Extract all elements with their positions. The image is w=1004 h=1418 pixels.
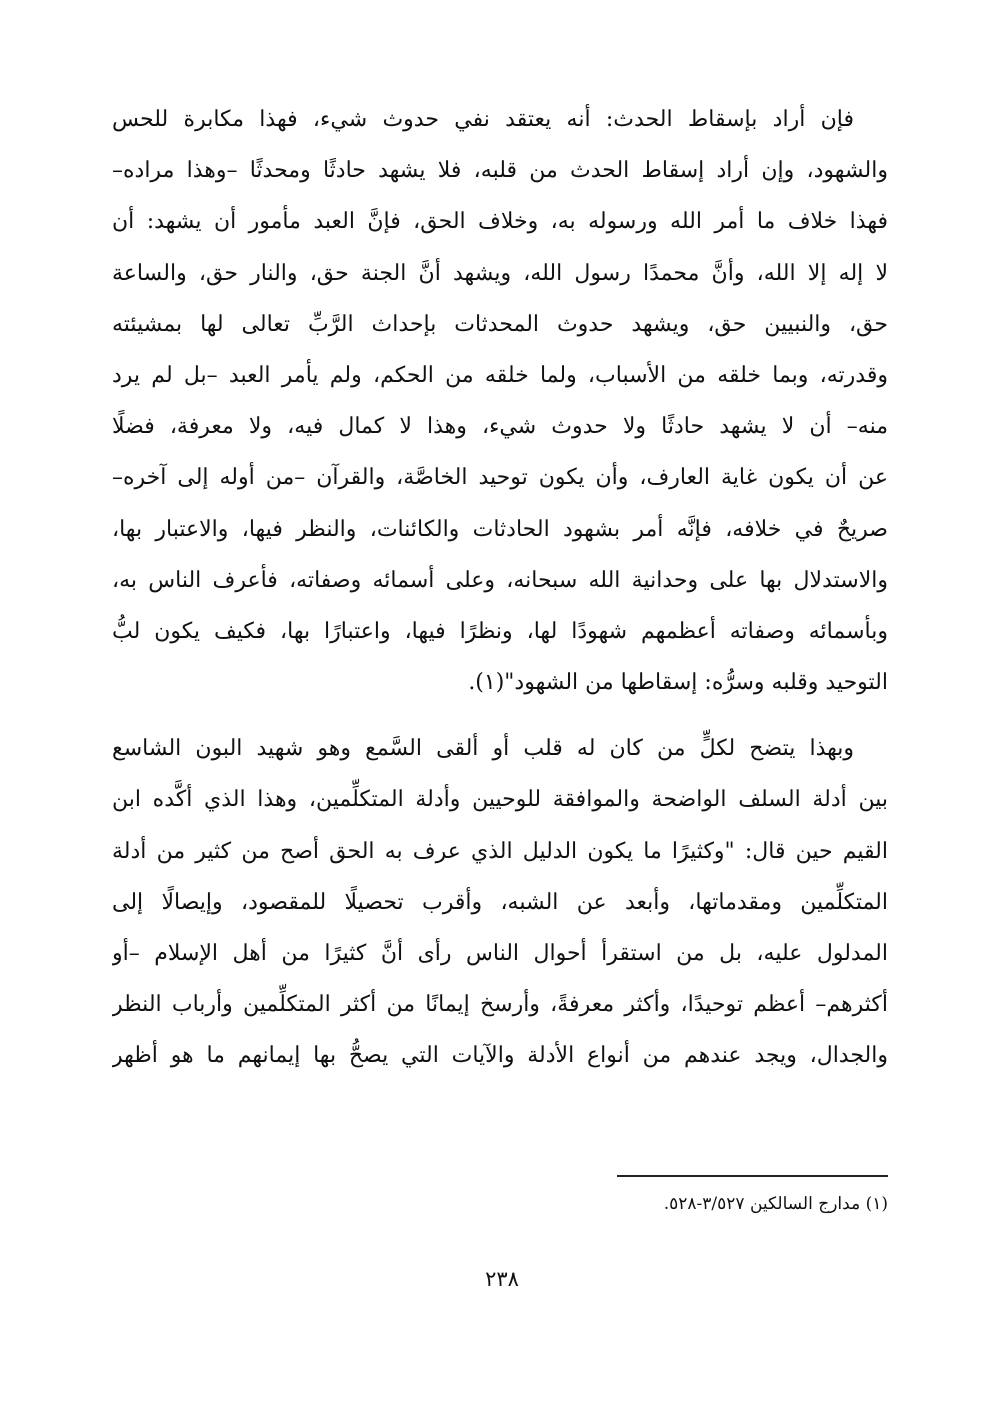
text-line: المتكلِّمين ومقدماتها، وأبعد عن الشبه، وأقرب تحصيلًا للمقصود، وإيصالًا إلى	[112, 889, 888, 915]
text-line: القيم حين قال: "وكثيرًا ما يكون الدليل الذي عرف به الحق أصح من كثير من أدلة	[112, 838, 888, 864]
page-number: ٢٣٨	[485, 1267, 519, 1291]
text-line: والشهود، وإن أراد إسقاط الحدث من قلبه، فلا يشهد حادثًا ومحدثًا –وهذا مراده–	[112, 158, 888, 184]
text-line: والجدال، ويجد عندهم من أنواع الأدلة والآيات التي يصحُّ بها إيمانهم ما هو أظهر	[112, 1043, 888, 1069]
text-line: حق، والنبيين حق، ويشهد حدوث المحدثات بإحداث الرَّبِّ تعالى لها بمشيئته	[112, 311, 888, 337]
text-line: المدلول عليه، بل من استقرأ أحوال الناس رأى أنَّ كثيرًا من أهل الإسلام –أو	[112, 941, 888, 966]
text-line: منه– أن لا يشهد حادثًا ولا حدوث شيء، وهذا لا كمال فيه، ولا معرفة، فضلًا	[112, 414, 888, 440]
text-line: صريحٌ في خلافه، فإنَّه أمر بشهود الحادثات والكائنات، والنظر فيها، والاعتبار بها،	[112, 516, 888, 542]
footnote-separator	[617, 1175, 888, 1177]
text-line: أكثرهم– أعظم توحيدًا، وأكثر معرفةً، وأرسخ إيمانًا من أكثر المتكلِّمين وأرباب النظر	[112, 992, 888, 1018]
paragraph-1	[112, 94, 888, 708]
main-text	[112, 94, 888, 1082]
paragraph-gap	[112, 708, 888, 723]
text-line: عن أن يكون غاية العارف، وأن يكون توحيد الخاصَّة، والقرآن –من أوله إلى آخره–	[112, 465, 888, 491]
text-line: بين أدلة السلف الواضحة والموافقة للوحيين وأدلة المتكلِّمين، وهذا الذي أكَّده ابن	[112, 787, 888, 813]
paragraph-2	[112, 723, 888, 1081]
text-line: وقدرته، وبما خلقه من الأسباب، ولما خلقه من الحكم، ولم يأمر العبد –بل لم يرد	[112, 362, 888, 388]
footnote: (١) مدارج السالكين ٣/٥٢٧-٥٢٨.	[663, 1194, 888, 1214]
text-line: وبهذا يتضح لكلٍّ من كان له قلب أو ألقى السَّمع وهو شهيد البون الشاسع	[112, 736, 854, 762]
text-line: التوحيد وقلبه وسرُّه: إسقاطها من الشهود"(١).	[468, 670, 888, 696]
text-line: وبأسمائه وصفاته أعظمهم شهودًا لها، ونظرًا فيها، واعتبارًا بها، فكيف يكون لبُّ	[112, 618, 888, 644]
text-line: فهذا خلاف ما أمر الله ورسوله به، وخلاف الحق، فإنَّ العبد مأمور أن يشهد: أن	[112, 209, 888, 235]
text-line: فإن أراد بإسقاط الحدث: أنه يعتقد نفي حدوث شيء، فهذا مكابرة للحس	[112, 107, 854, 132]
text-line: لا إله إلا الله، وأنَّ محمدًا رسول الله، ويشهد أنَّ الجنة حق، والنار حق، والساعة	[112, 260, 888, 286]
text-line: والاستدلال بها على وحدانية الله سبحانه، وعلى أسمائه وصفاته، فأعرف الناس به،	[112, 567, 888, 593]
